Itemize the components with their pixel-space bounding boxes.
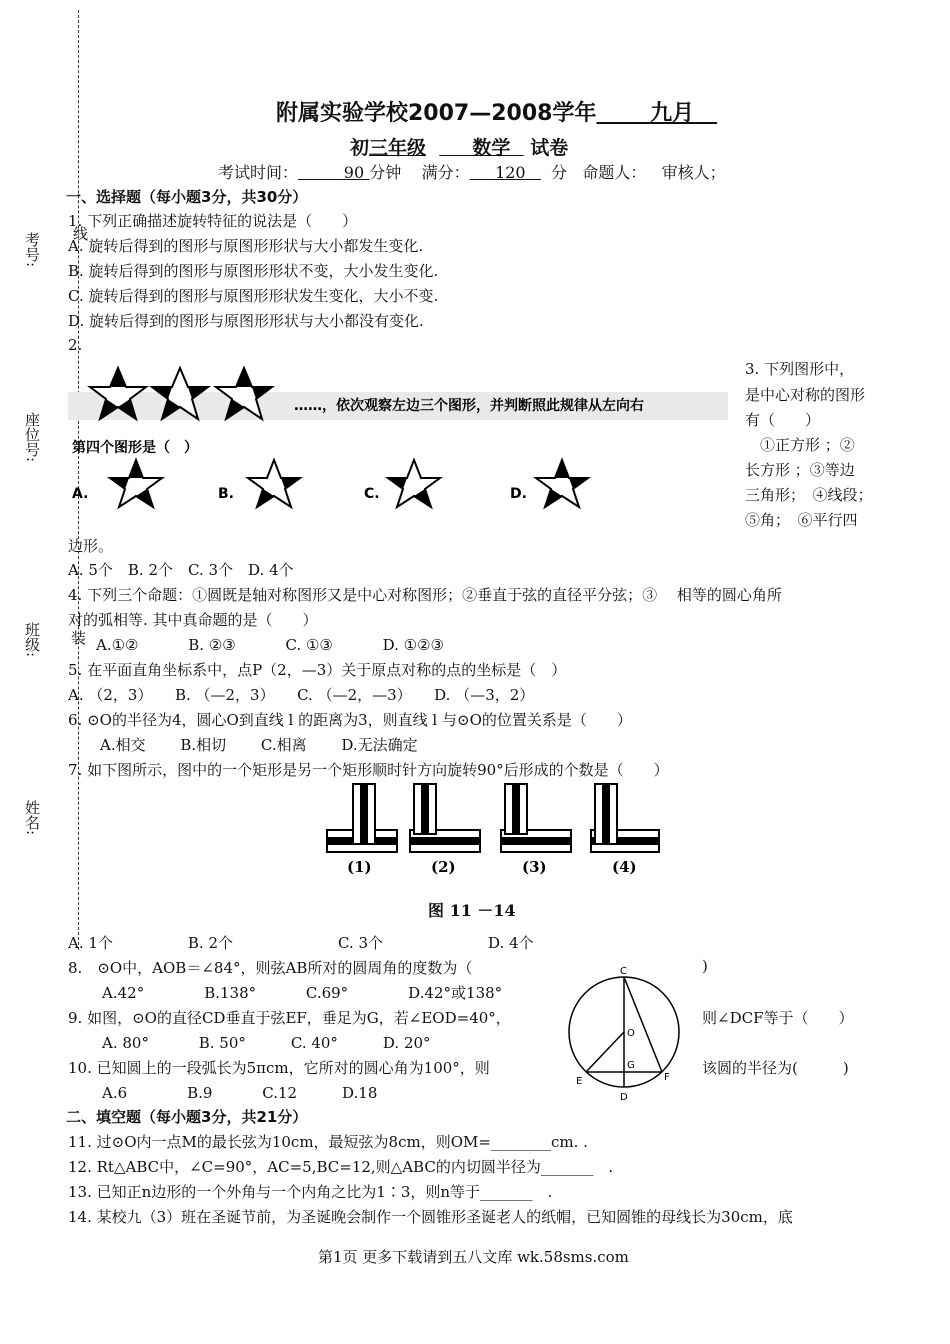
q7-figure-4 [591, 784, 659, 852]
q2-number: 2. [68, 336, 83, 354]
circle-geometry-figure [566, 962, 701, 1104]
q1-option-b: B. 旋转后得到的图形与原图形形状不变，大小发生变化. [68, 262, 439, 280]
class-label: 班级: [23, 622, 41, 658]
q11: 11. 过⊙O内一点M的最长弦为10cm，最短弦为8cm，则OM=________cm. . [68, 1133, 588, 1151]
q2-option-a-star [110, 460, 162, 507]
q3-line-3: 有（ ） [745, 411, 821, 429]
page-subtitle: 初三年级 数学 试卷 [350, 137, 569, 159]
q4-options: A.①② B. ②③ C. ①③ D. ①②③ [96, 636, 444, 654]
seal-line-label: 线 [71, 226, 89, 241]
section-heading-choice: 一、选择题（每小题3分，共30分） [66, 188, 308, 206]
q7-label-4: (4) [612, 858, 637, 876]
label-e: E [576, 1076, 583, 1087]
q2-label-a: A. [72, 486, 89, 502]
q3-line-7: ⑤角； ⑥平行四 [745, 511, 858, 529]
q2-instruction-2: 第四个图形是（ ） [72, 440, 198, 456]
q7-label-2: (2) [431, 858, 456, 876]
section-heading-fill: 二、填空题（每小题3分，共21分） [66, 1108, 308, 1126]
q3-line-2: 是中心对称的图形 [745, 386, 866, 404]
label-c: C [620, 966, 627, 977]
seat-label: 座位号: [23, 412, 41, 463]
label-d: D [620, 1092, 628, 1103]
q1-option-a: A. 旋转后得到的图形与原图形形状与大小都发生变化. [68, 237, 424, 255]
exam-no-label: 考号: [23, 232, 41, 268]
q2-instruction: ……，依次观察左边三个图形，并判断照此规律从左向右 [294, 398, 644, 414]
q5-stem: 5. 在平面直角坐标系中，点P（2，—3）关于原点对称的点的坐标是（ ） [68, 661, 567, 679]
q4-stem-1: 4. 下列三个命题：①圆既是轴对称图形又是中心对称图形；②垂直于弦的直径平分弦；③ 相等的圆心角所 [68, 586, 782, 604]
q7-label-1: (1) [347, 858, 372, 876]
q3-options: A. 5个 B. 2个 C. 3个 D. 4个 [68, 561, 294, 579]
q3-line-4: ①正方形 ；② [760, 436, 855, 454]
q10-stem: 10. 已知圆上的一段弧长为5πcm，它所对的圆心角为100°，则 [68, 1059, 490, 1077]
q2-label-d: D. [510, 486, 527, 502]
q3-line-6: 三角形； ④线段； [745, 486, 873, 504]
q7-rectangles-figure [325, 782, 665, 882]
q10-tail: 该圆的半径为( ) [702, 1059, 849, 1077]
q9-stem: 9. 如图，⊙O的直径CD垂直于弦EF，垂足为G，若∠EOD=40°， [68, 1009, 511, 1027]
q9-tail: 则∠DCF等于（ ） [702, 1009, 854, 1027]
label-g: G [627, 1060, 635, 1071]
q6-stem: 6. ⊙O的半径为4，圆心O到直线 l 的距离为3，则直线 l 与⊙O的位置关系是（ ） [68, 711, 632, 729]
q3-line-5: 长方形 ；③等边 [745, 461, 855, 479]
q2-option-b-star [248, 460, 300, 507]
page-title: 附属实验学校2007—2008学年 九月 [276, 101, 695, 126]
q4-stem-2: 对的弧相等. 其中真命题的是（ ） [68, 611, 318, 629]
q3-line-1: 3. 下列图形中， [745, 360, 855, 378]
q2-stars-figure [68, 360, 728, 530]
q12: 12. Rt△ABC中，∠C=90°，AC=5,BC=12,则△ABC的内切圆半径为_______ . [68, 1158, 614, 1176]
q8-options: A.42° B.138° C.69° D.42°或138° [102, 984, 503, 1002]
q7-figure-3 [501, 784, 571, 852]
q2-label-b: B. [218, 486, 234, 502]
exam-info: 考试时间： 90 分钟 满分： 120 分 命题人： 审核人； [218, 163, 726, 182]
q2-option-c-star [388, 460, 440, 507]
q6-options: A.相交 B.相切 C.相离 D.无法确定 [100, 736, 418, 754]
q1-option-c: C. 旋转后得到的图形与原图形形状发生变化，大小不变. [68, 287, 439, 305]
q10-options: A.6 B.9 C.12 D.18 [102, 1084, 378, 1102]
q7-figure-caption: 图 11 －14 [428, 901, 516, 920]
label-f: F [664, 1072, 670, 1083]
q1-option-d: D. 旋转后得到的图形与原图形形状与大小都没有变化. [68, 312, 424, 330]
label-o: O [627, 1028, 635, 1039]
q7-label-3: (3) [522, 858, 547, 876]
q2-option-d-star [536, 460, 588, 507]
q3-line-8: 边形。 [68, 537, 114, 555]
q5-options: A. （2，3） B. （—2，3） C. （—2，—3） D. （—3，2） [68, 686, 535, 704]
q7-options: A. 1个 B. 2个 C. 3个 D. 4个 [68, 934, 534, 952]
name-label: 姓名: [23, 800, 41, 836]
q8-close: ) [702, 957, 708, 975]
q14: 14. 某校九（3）班在圣诞节前，为圣诞晚会制作一个圆锥形圣诞老人的纸帽，已知圆锥的母线长为30cm，底 [68, 1208, 793, 1226]
q9-options: A. 80° B. 50° C. 40° D. 20° [102, 1034, 431, 1052]
q7-stem: 7. 如下图所示，图中的一个矩形是另一个矩形顺时针方向旋转90°后形成的个数是（ ） [68, 761, 669, 779]
q8-stem: 8. ⊙O中，AOB＝∠84°，则弦AB所对的圆周角的度数为（ [68, 959, 473, 977]
page-footer: 第1页 更多下载请到五八文库 wk.58sms.com [318, 1248, 629, 1266]
q2-label-c: C. [364, 486, 380, 502]
seal-bind-label: 装 [69, 630, 87, 645]
q7-figure-1 [327, 784, 397, 852]
q7-figure-2 [410, 784, 480, 852]
q13: 13. 已知正n边形的一个外角与一个内角之比为1∶3，则n等于_______ . [68, 1183, 553, 1201]
q1-stem: 1. 下列正确描述旋转特征的说法是（ ） [68, 212, 358, 230]
